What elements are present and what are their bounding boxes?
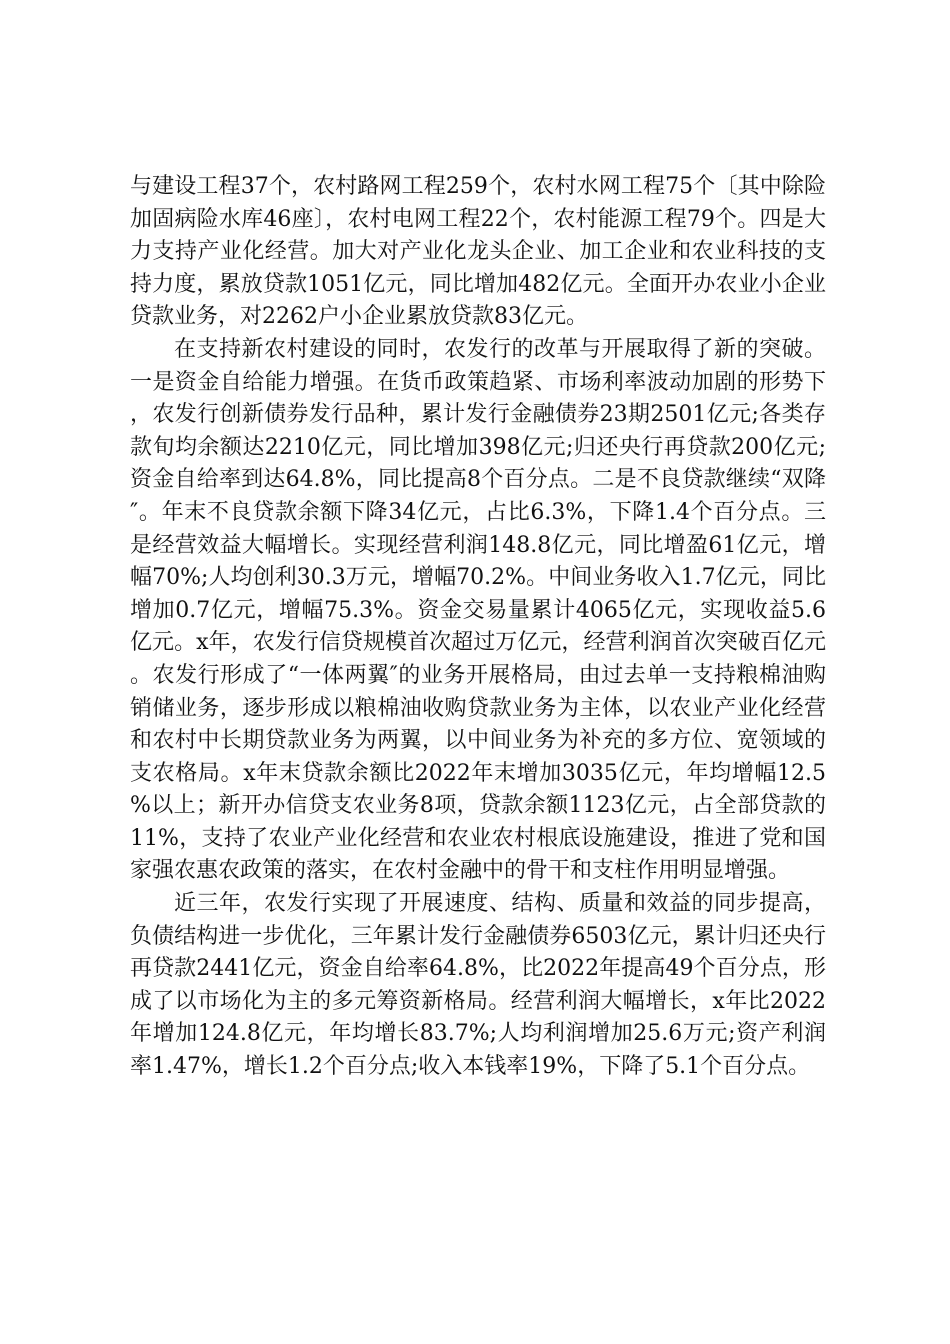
document-page (130, 171, 826, 1084)
paragraph-three-year-summary: 近三年，农发行实现了开展速度、结构、质量和效益的同步提高，负债结构进一步优化，三年累计发行金融债券6503亿元，累计归还央行再贷款2441亿元，资金自给率64.8%，比2022年提高49个百分点，形成了以市场化为主的多元筹资新格局。经营利润大幅增长，x年比2022年增加124.8亿元，年均增长83.7%;人均利润增加25.6万元;资产利润率1.47%，增长1.2个百分点;收入本钱率19%，下降了5.1个百分点。 (130, 891, 826, 1080)
paragraph-reform-progress: 在支持新农村建设的同时，农发行的改革与开展取得了新的突破。一是资金自给能力增强。在货币政策趋紧、市场利率波动加剧的形势下，农发行创新债券发行品种，累计发行金融债券23期2501亿元;各类存款旬均余额达2210亿元，同比增加398亿元;归还央行再贷款200亿元;资金自给率到达64.8%，同比提高8个百分点。二是不良贷款继续“双降″。年末不良贷款余额下降34亿元，占比6.3%，下降1.4个百分点。三是经营效益大幅增长。实现经营利润148.8亿元，同比增盈61亿元，增幅70%;人均创利30.3万元，增幅70.2%。中间业务收入1.7亿元，同比增加0.7亿元，增幅75.3%。资金交易量累计4065亿元，实现收益5.6亿元。x年，农发行信贷规模首次超过万亿元，经营利润首次突破百亿元。农发行形成了“一体两翼″的业务开展格局，由过去单一支持粮棉油购销储业务，逐步形成以粮棉油收购贷款业务为主体，以农业产业化经营和农村中长期贷款业务为两翼，以中间业务为补充的多方位、宽领域的支农格局。x年末贷款余额比2022年末增加3035亿元，年均增幅12.5%以上；新开办信贷支农业务8项，贷款余额1123亿元，占全部贷款的11%，支持了农业产业化经营和农业农村根底设施建设，推进了党和国家强农惠农政策的落实，在农村金融中的骨干和支柱作用明显增强。 (130, 336, 826, 884)
paragraph-continuation: 与建设工程37个，农村路网工程259个，农村水网工程75个〔其中除险加固病险水库46座〕，农村电网工程22个，农村能源工程79个。四是大力支持产业化经营。加大对产业化龙头企业、加工企业和农业科技的支持力度，累放贷款1051亿元，同比增加482亿元。全面开办农业小企业贷款业务，对2262户小企业累放贷款83亿元。 (130, 174, 826, 330)
